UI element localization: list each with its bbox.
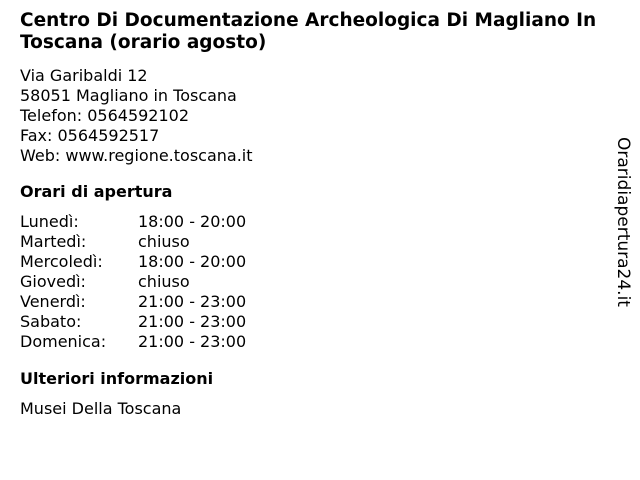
hours-row-monday bbox=[20, 212, 610, 232]
site-watermark: Oraridiapertura24.it bbox=[613, 137, 633, 307]
page-title: Centro Di Documentazione Archeologica Di Magliano In Toscana (orario agosto) bbox=[20, 10, 597, 53]
address-block bbox=[20, 66, 610, 166]
hours-day: Mercoledì: bbox=[20, 252, 103, 271]
hours-time: 21:00 - 23:00 bbox=[138, 292, 247, 311]
hours-row-saturday bbox=[20, 312, 610, 332]
page-content bbox=[20, 10, 610, 419]
hours-time: chiuso bbox=[138, 232, 190, 251]
hours-row-wednesday bbox=[20, 252, 610, 272]
more-info-title: Ulteriori informazioni bbox=[20, 369, 214, 388]
hours-time: 18:00 - 20:00 bbox=[138, 212, 247, 231]
address-street: Via Garibaldi 12 bbox=[20, 66, 148, 85]
address-city: 58051 Magliano in Toscana bbox=[20, 86, 237, 105]
opening-hours-title: Orari di apertura bbox=[20, 182, 173, 201]
hours-day: Venerdì: bbox=[20, 292, 86, 311]
hours-day: Martedì: bbox=[20, 232, 87, 251]
hours-time: 21:00 - 23:00 bbox=[138, 332, 247, 351]
address-phone: Telefon: 0564592102 bbox=[20, 106, 190, 125]
hours-row-friday bbox=[20, 292, 610, 312]
address-web: Web: www.regione.toscana.it bbox=[20, 146, 253, 165]
hours-day: Domenica: bbox=[20, 332, 107, 351]
hours-row-tuesday bbox=[20, 232, 610, 252]
address-fax: Fax: 0564592517 bbox=[20, 126, 160, 145]
more-info-text: Musei Della Toscana bbox=[20, 399, 182, 418]
hours-row-thursday bbox=[20, 272, 610, 292]
hours-day: Giovedì: bbox=[20, 272, 86, 291]
hours-time: 18:00 - 20:00 bbox=[138, 252, 247, 271]
hours-row-sunday bbox=[20, 332, 610, 352]
hours-time: chiuso bbox=[138, 272, 190, 291]
opening-hours-table bbox=[20, 212, 610, 352]
hours-day: Sabato: bbox=[20, 312, 82, 331]
hours-day: Lunedì: bbox=[20, 212, 79, 231]
hours-time: 21:00 - 23:00 bbox=[138, 312, 247, 331]
